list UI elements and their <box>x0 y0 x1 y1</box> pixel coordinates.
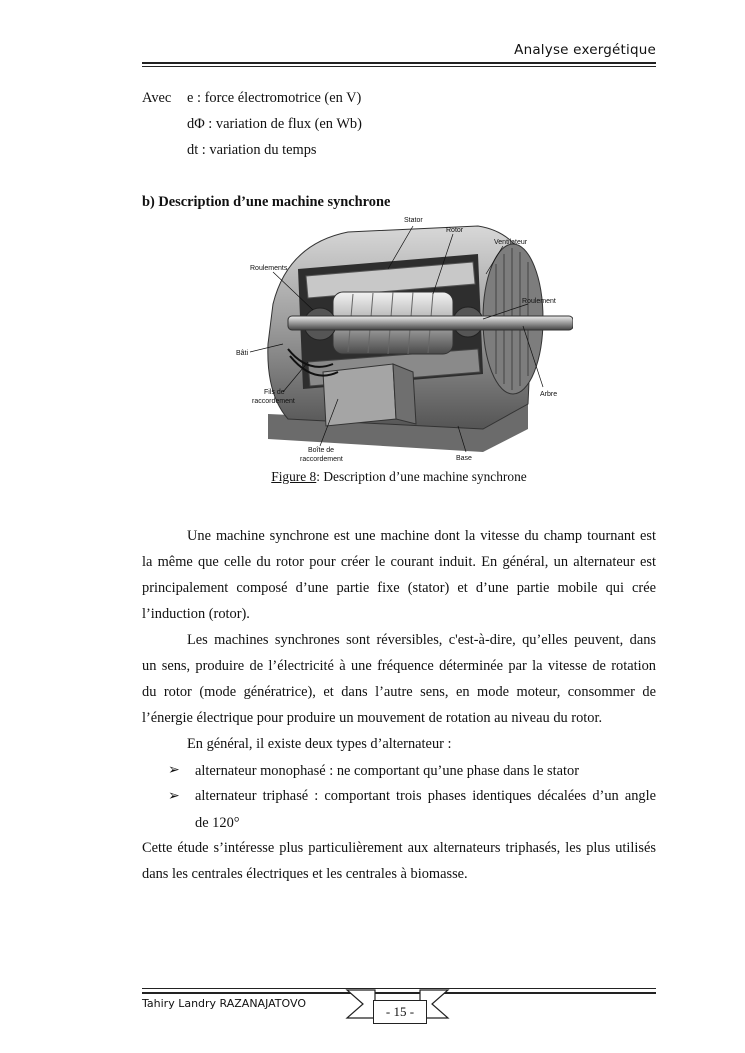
variable-e: e : force électromotrice (en V) <box>187 90 362 106</box>
p3: En général, il existe deux types d’alternateur : <box>187 736 452 752</box>
label-fils-1: Fils de <box>264 389 285 396</box>
label-roulement: Roulement <box>522 298 556 305</box>
label-bati: Bâti <box>236 350 249 357</box>
variable-dphi: dΦ : variation de flux (en Wb) <box>187 116 362 132</box>
shaft <box>288 316 573 330</box>
label-boite-2: raccordement <box>300 456 343 463</box>
label-fils-2: raccordement <box>252 398 295 405</box>
bullet-item-1: alternateur monophasé : ne comportant qu’une phase dans le stator <box>195 763 580 779</box>
figure-caption-text: : Description d’une machine synchrone <box>316 469 527 484</box>
p4-line-2: dans les centrales électriques et les centrales à biomasse. <box>142 866 468 882</box>
bullet-item-2: alternateur triphasé : comportant trois phases identiques décalées d’un angle <box>195 788 656 804</box>
figure-caption <box>142 469 656 485</box>
label-roulements: Roulements <box>250 265 288 272</box>
label-rotor: Rotor <box>446 227 464 234</box>
label-stator: Stator <box>404 217 423 224</box>
avec-label: Avec <box>142 90 172 106</box>
label-ventilateur: Ventilateur <box>494 239 528 246</box>
p1-line-3: principalement composé d’une partie fixe (stator) et d’une partie mobile qui crée <box>142 580 656 596</box>
header-rule <box>142 62 656 64</box>
footer-author: Tahiry Landry RAZANAJATOVO <box>142 997 306 1010</box>
p2-line-1: Les machines synchrones sont réversibles, c'est-à-dire, qu’elles peuvent, dans <box>187 632 656 648</box>
label-arbre: Arbre <box>540 391 558 398</box>
label-base: Base <box>456 455 472 462</box>
figure-caption-label: Figure 8 <box>271 469 317 484</box>
p1-line-1: Une machine synchrone est une machine dont la vitesse du champ tournant est <box>187 528 656 544</box>
bullet-item-2-cont: de 120° <box>195 815 240 831</box>
bullet-arrow-icon: ➢ <box>168 789 180 804</box>
p2-line-4: l’énergie électrique pour produire un mouvement de rotation au niveau du rotor. <box>142 710 603 726</box>
bullet-arrow-icon: ➢ <box>168 763 180 778</box>
label-boite-1: Boîte de <box>308 447 335 454</box>
section-heading: b) Description d’une machine synchrone <box>142 194 391 210</box>
p1-line-2: la même que celle du rotor pour créer le courant induit. En général, un alternateur est <box>142 554 656 570</box>
header-rule-thin <box>142 66 656 67</box>
p2-line-2: un sens, produire de l’électricité à une fréquence déterminée par la vitesse de rotation <box>142 658 656 674</box>
p4-line-1: Cette étude s’intéresse plus particulièrement aux alternateurs triphasés, les plus utilisés <box>142 840 656 856</box>
page-number: - 15 - <box>373 1000 427 1024</box>
p1-line-4: l’induction (rotor). <box>142 606 250 622</box>
variable-dt: dt : variation du temps <box>187 142 317 158</box>
p2-line-3: du rotor (mode génératrice), et dans l’autre sens, en mode moteur, consommer de <box>142 684 656 700</box>
running-header: Analyse exergétique <box>514 42 656 58</box>
synchronous-machine-figure <box>228 214 573 464</box>
